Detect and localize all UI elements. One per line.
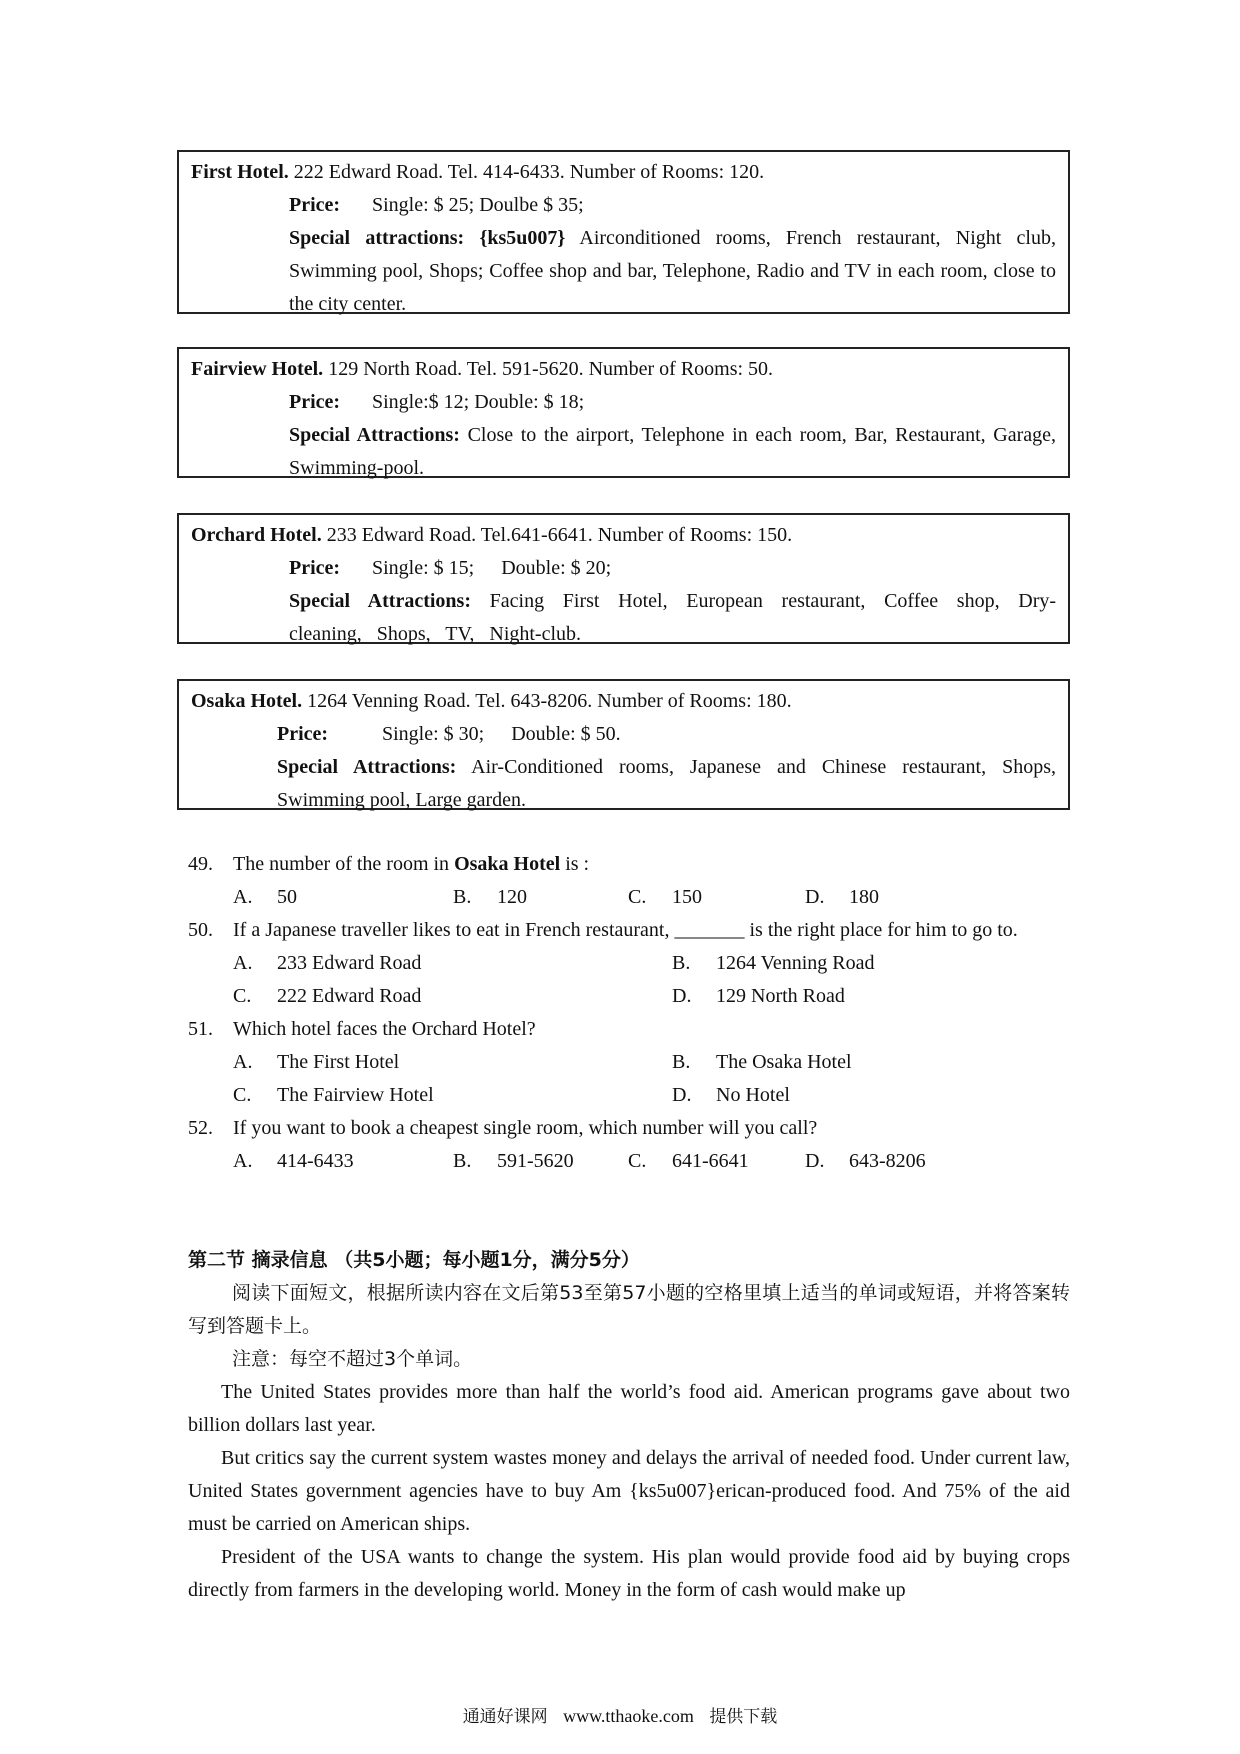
hotel-info: 1264 Venning Road. Tel. 643-8206. Number of Rooms: 180. — [307, 690, 792, 712]
price-value: Single: $ 25; Doulbe $ 35; — [372, 194, 584, 216]
questions — [188, 848, 1070, 1178]
section-instruction: 阅读下面短文，根据所读内容在文后第53至第57小题的空格里填上适当的单词或短语，并将答案转写到答题卡上。 — [188, 1282, 1070, 1337]
options-51-row1 — [188, 1046, 1070, 1079]
option-b[interactable]: B. 120 — [453, 886, 527, 908]
options-50-row2 — [188, 980, 1070, 1013]
option-a[interactable]: A. 50 — [233, 886, 297, 908]
question-number: 52. — [188, 1117, 213, 1139]
price-single: Single: $ 30; — [382, 723, 485, 745]
option-a[interactable]: A. The First Hotel — [233, 1051, 400, 1073]
option-c[interactable]: C. 150 — [628, 886, 702, 908]
option-c[interactable]: C. 641-6641 — [628, 1150, 749, 1172]
option-d[interactable]: D. 180 — [805, 886, 879, 908]
footer-site-name: 通通好课网 — [462, 1707, 548, 1727]
option-a[interactable]: A. 233 Edward Road — [233, 952, 422, 974]
hotel-name: First Hotel. — [191, 161, 289, 183]
question-text-end: is : — [560, 853, 590, 875]
attractions-text: Close to the airport, Telephone in each room, Bar, Restaurant, Garage, Swimming-pool. — [289, 424, 1057, 479]
question-number: 51. — [188, 1018, 213, 1040]
price-double: Double: $ 50. — [511, 723, 621, 745]
question-text: Which hotel faces the Orchard Hotel? — [233, 1018, 536, 1040]
hotel-card-orchard — [177, 513, 1070, 644]
hotel-card-osaka — [177, 679, 1070, 810]
attractions-text: Air-Conditioned rooms, Japanese and Chinese restaurant, Shops, Swimming pool, Large garden. — [277, 756, 1056, 811]
hotel-info: 233 Edward Road. Tel.641-6641. Number of Rooms: 150. — [326, 524, 793, 546]
attractions-label: Special attractions: — [289, 227, 465, 249]
price-value: Single:$ 12; Double: $ 18; — [372, 391, 585, 413]
page-footer — [0, 1702, 1240, 1727]
options-51-row2 — [188, 1079, 1070, 1112]
hotel-name: Orchard Hotel. — [191, 524, 322, 546]
options-52 — [188, 1145, 1070, 1178]
hotel-info: 222 Edward Road. Tel. 414-6433. Number of Rooms: 120. — [293, 161, 765, 183]
option-b[interactable]: B. 591-5620 — [453, 1150, 574, 1172]
footer-download-text: 提供下载 — [709, 1707, 778, 1727]
question-51 — [188, 1013, 1070, 1046]
section-note: 注意：每空不超过3个单词。 — [232, 1348, 473, 1370]
attractions-code: {ks5u007} — [479, 227, 566, 249]
footer-url[interactable]: www.tthaoke.com — [563, 1706, 694, 1726]
attractions-text: Airconditioned rooms, French restaurant, Night club, Swimming pool, Shops; Coffee shop and bar, Telephone, Radio and TV in each room, close to the city center. — [289, 227, 1056, 315]
question-50 — [188, 914, 1070, 947]
options-49 — [188, 881, 1070, 914]
question-number: 49. — [188, 853, 213, 875]
hotel-name: Osaka Hotel. — [191, 690, 303, 712]
option-c[interactable]: C. The Fairview Hotel — [233, 1084, 434, 1106]
question-number: 50. — [188, 919, 213, 941]
question-49 — [188, 848, 1070, 881]
option-b[interactable]: B. The Osaka Hotel — [672, 1051, 852, 1073]
price-label: Price: — [289, 557, 341, 579]
options-50-row1 — [188, 947, 1070, 980]
passage-paragraph-2: But critics say the current system wastes money and delays the arrival of needed food. Under current law, United States government agencies have to buy Am {ks5u007}erican-produced food. And 75% of the aid must be carried on American ships. — [188, 1447, 1070, 1535]
passage-paragraph-3: President of the USA wants to change the system. His plan would provide food aid by buying crops directly from farmers in the developing world. Money in the form of cash would make up — [188, 1546, 1070, 1601]
price-label: Price: — [289, 391, 341, 413]
hotel-info: 129 North Road. Tel. 591-5620. Number of Rooms: 50. — [328, 358, 774, 380]
price-label: Price: — [289, 194, 341, 216]
question-text: The number of the room in — [233, 853, 455, 875]
price-label: Price: — [277, 723, 329, 745]
option-b[interactable]: B. 1264 Venning Road — [672, 952, 875, 974]
hotel-card-fairview — [177, 347, 1070, 478]
hotel-name: Fairview Hotel. — [191, 358, 324, 380]
price-double: Double: $ 20; — [501, 557, 612, 579]
attractions-label: Special Attractions: — [289, 424, 460, 446]
hotel-card-first — [177, 150, 1070, 314]
option-a[interactable]: A. 414-6433 — [233, 1150, 354, 1172]
question-text-bold: Osaka Hotel — [454, 853, 561, 875]
question-52 — [188, 1112, 1070, 1145]
option-c[interactable]: C. 222 Edward Road — [233, 985, 422, 1007]
price-single: Single: $ 15; — [372, 557, 475, 579]
option-d[interactable]: D. 643-8206 — [805, 1150, 926, 1172]
passage-paragraph-1: The United States provides more than half the world’s food aid. American programs gave about two billion dollars last year. — [188, 1381, 1070, 1436]
attractions-label: Special Attractions: — [289, 590, 471, 612]
question-text: If a Japanese traveller likes to eat in French restaurant, _______ is the right place for him to go to. — [233, 919, 1018, 941]
section-2 — [188, 1244, 1070, 1607]
section-title: 第二节 摘录信息 （共5小题；每小题1分，满分5分） — [188, 1249, 640, 1271]
option-d[interactable]: D. No Hotel — [672, 1084, 790, 1106]
attractions-label: Special Attractions: — [277, 756, 457, 778]
question-text: If you want to book a cheapest single room, which number will you call? — [233, 1117, 818, 1139]
attractions-text: Facing First Hotel, European restaurant, Coffee shop, Dry-cleaning, Shops, TV, Night-club. — [289, 590, 1057, 645]
option-d[interactable]: D. 129 North Road — [672, 985, 845, 1007]
